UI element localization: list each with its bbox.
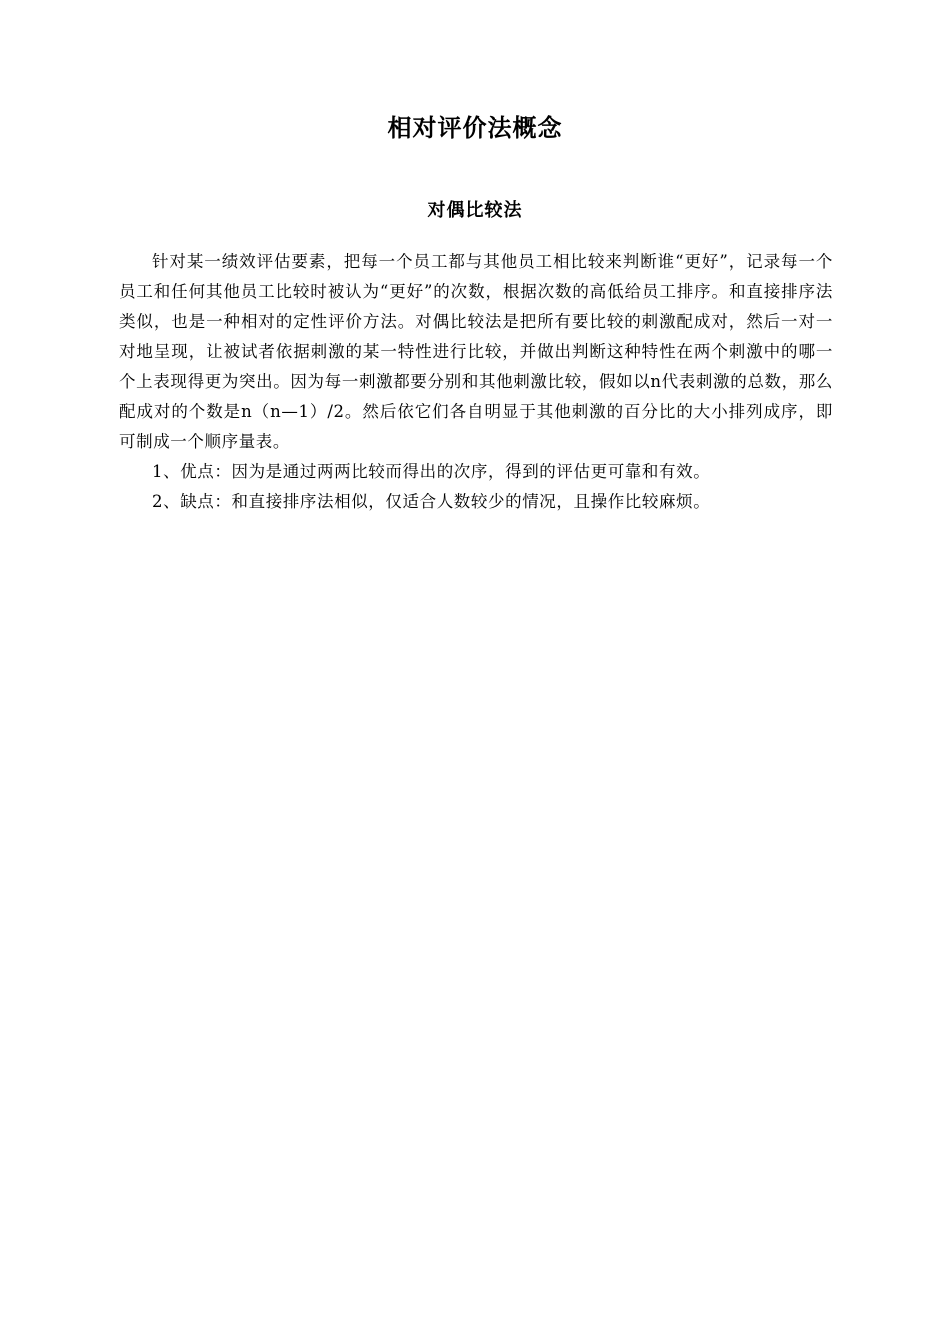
paragraph-advantages: 1、优点：因为是通过两两比较而得出的次序，得到的评估更可靠和有效。 (152, 462, 711, 481)
document-title: 相对评价法概念 (387, 113, 563, 142)
paragraph-main: 针对某一绩效评估要素，把每一个员工都与其他员工相比较来判断谁“更好”，记录每一个员工和任何其他员工比较时被认为“更好”的次数，根据次数的高低给员工排序。和直接排序法类似，也是一种相对的定性评价方法。对偶比较法是把所有要比较的刺激配成对，然后一对一对地呈现，让被试者依据刺激的某一特性进行比较，并做出判断这种特性在两个刺激中的哪一个上表现得更为突出。因为每一刺激都要分别和其他刺激比较，假如以n代表刺激的总数，那么配成对的个数是n（n—1）/2。然后依它们各自明显于其他刺激的百分比的大小排列成序，即可制成一个顺序量表。 (119, 252, 833, 451)
section-title: 对偶比较法 (427, 200, 523, 221)
body-text (119, 247, 833, 517)
paragraph-disadvantages: 2、缺点：和直接排序法相似，仅适合人数较少的情况，且操作比较麻烦。 (152, 492, 711, 511)
